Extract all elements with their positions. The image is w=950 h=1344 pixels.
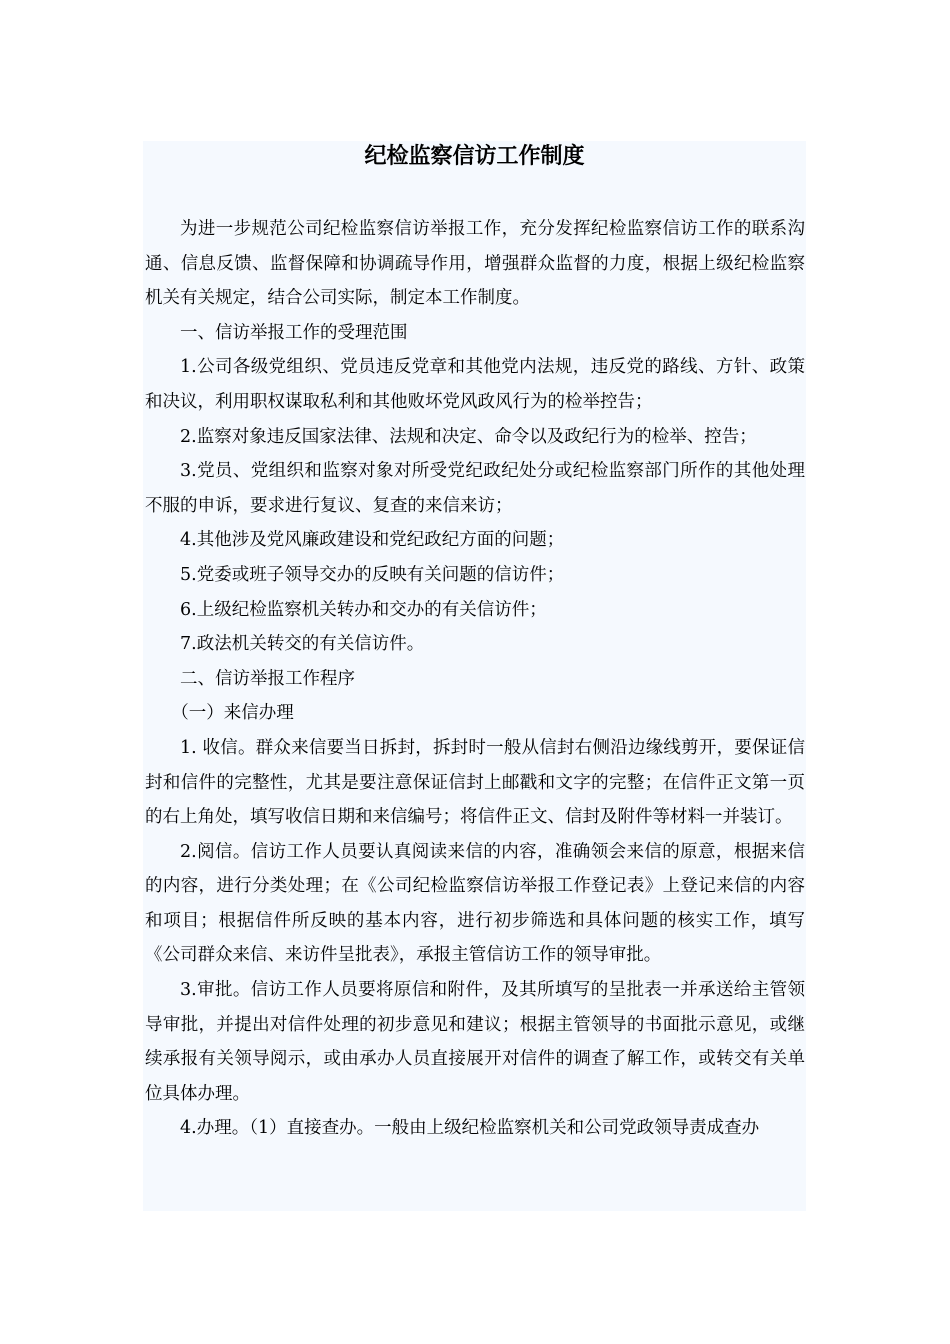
procedure-step-2: 2.阅信。信访工作人员要认真阅读来信的内容，准确领会来信的原意，根据来信的内容，进行分类处理；在《公司纪检监察信访举报工作登记表》上登记来信的内容和项目；根据信件所反映的基本内容，进行初步筛选和具体问题的核实工作，填写《公司群众来信、来访件呈批表》，承报主管信访工作的领导审批。 (145, 841, 805, 966)
scope-item-7: 7.政法机关转交的有关信访件。 (180, 634, 425, 655)
procedure-step-1: 1. 收信。群众来信要当日拆封，拆封时一般从信封右侧沿边缘线剪开，要保证信封和信件的完整性，尤其是要注意保证信封上邮戳和文字的完整；在信件正文第一页的右上角处，填写收信日期和来信编号；将信件正文、信封及附件等材料一并装订。 (145, 737, 805, 828)
scope-item-1: 1.公司各级党组织、党员违反党章和其他党内法规，违反党的路线、方针、政策和决议，利用职权谋取私利和其他败坏党风政风行为的检举控告； (145, 357, 805, 412)
scope-item-2: 2.监察对象违反国家法律、法规和决定、命令以及政纪行为的检举、控告； (180, 426, 757, 447)
scope-item-3: 3.党员、党组织和监察对象对所受党纪政纪处分或纪检监察部门所作的其他处理不服的申诉，要求进行复议、复查的来信来访； (145, 461, 805, 516)
section-heading-1: 一、信访举报工作的受理范围 (180, 322, 408, 343)
procedure-step-4: 4.办理。（1）直接查办。一般由上级纪检监察机关和公司党政领导责成查办 (180, 1118, 760, 1139)
scope-item-5: 5.党委或班子领导交办的反映有关问题的信访件； (180, 564, 565, 585)
scope-item-6: 6.上级纪检监察机关转办和交办的有关信访件； (180, 599, 547, 620)
scope-item-4: 4.其他涉及党风廉政建设和党纪政纪方面的问题； (180, 530, 565, 551)
intro-paragraph: 为进一步规范公司纪检监察信访举报工作，充分发挥纪检监察信访工作的联系沟通、信息反馈、监督保障和协调疏导作用，增强群众监督的力度，根据上级纪检监察机关有关规定，结合公司实际，制定本工作制度。 (145, 219, 805, 309)
procedure-step-3: 3.审批。信访工作人员要将原信和附件，及其所填写的呈批表一并承送给主管领导审批，并提出对信件处理的初步意见和建议；根据主管领导的书面批示意见，或继续承报有关领导阅示，或由承办人员直接展开对信件的调查了解工作，或转交有关单位具体办理。 (145, 980, 805, 1104)
document-body (145, 212, 805, 1146)
section-heading-2: 二、信访举报工作程序 (180, 668, 355, 689)
subsection-heading-letters: （一）来信办理 (171, 703, 294, 724)
document-title: 纪检监察信访工作制度 (364, 144, 585, 169)
